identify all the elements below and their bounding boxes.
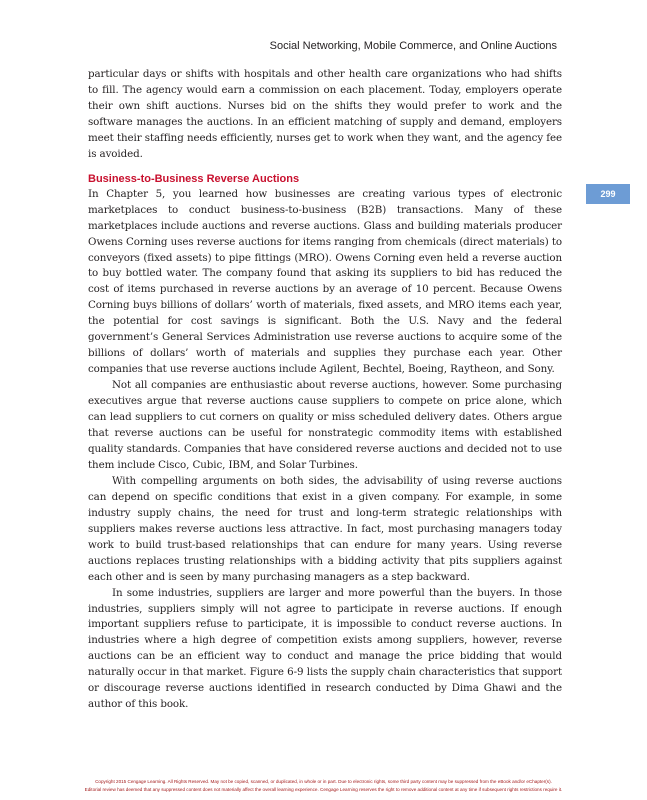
copyright-footer <box>0 778 647 794</box>
copyright-line-1: Copyright 2015 Cengage Learning. All Rights Reserved. May not be copied, scanned, or duplicated, in whole or in part. Due to electronic rights, some third party content may be suppressed from the eBook and/or eChapter(s). <box>95 779 552 784</box>
paragraph-2: Not all companies are enthusiastic about reverse auctions, however. Some purchasing executives argue that reverse auctions cause suppliers to compete on price alone, which can lead suppliers to cut corners on quality or miss scheduled delivery dates. Others argue that reverse auctions can be useful for nonstrategic commodity items with established quality standards. Companies that have considered reverse auctions and decided not to use them include Cisco, Cubic, IBM, and Solar Turbines. <box>88 379 562 471</box>
paragraph-continued: particular days or shifts with hospitals and other health care organizations who had shifts to fill. The agency would earn a commission on each placement. Today, employers operate their own shift auctions. Nurses bid on the shifts they would prefer to work and the software manages the auctions. In an efficient matching of supply and demand, employers meet their staffing needs efficiently, nurses get to work when they want, and the agency fee is avoided. <box>88 68 562 160</box>
copyright-line-2: Editorial review has deemed that any suppressed content does not materially affect the overall learning experience. Cengage Learning reserves the right to remove additional content at any time if subsequent rights restrictions require it. <box>84 787 563 792</box>
paragraph-4: In some industries, suppliers are larger and more powerful than the buyers. In those industries, suppliers simply will not agree to participate in reverse auctions. If enough important suppliers refuse to participate, it is impossible to conduct reverse auctions. In industries where a high degree of competition exists among suppliers, however, reverse auctions can be an efficient way to conduct and manage the price bidding that would naturally occur in that market. Figure 6-9 lists the supply chain characteristics that support or discourage reverse auctions identified in research conducted by Dima Ghawi and the author of this book. <box>88 586 562 711</box>
section-heading: Business-to-Business Reverse Auctions <box>88 172 300 185</box>
body-text <box>88 67 562 713</box>
running-header: Social Networking, Mobile Commerce, and Online Auctions <box>269 40 557 52</box>
paragraph-3: With compelling arguments on both sides, the advisability of using reverse auctions can depend on specific conditions that exist in a given company. For example, in some industry supply chains, the need for trust and long-term strategic relationships with suppliers makes reverse auctions less attractive. In fact, most purchasing managers today work to build trust-based relationships that can endure for many years. Using reverse auctions replaces trusting relationships with a bidding activity that pits suppliers against each other and is seen by many purchasing managers as a step backward. <box>88 474 562 583</box>
page-number-tab: 299 <box>586 184 630 204</box>
paragraph-1: In Chapter 5, you learned how businesses are creating various types of electronic marketplaces to conduct business-to-business (B2B) transactions. Many of these marketplaces include auctions and reverse auctions. Glass and building materials producer Owens Corning uses reverse auctions for items ranging from chemicals (direct materials) to conveyors (fixed assets) to pipe fittings (MRO). Owens Corning even held a reverse auction to buy bottled water. The company found that asking its suppliers to bid has reduced the cost of items purchased in reverse auctions by an average of 10 percent. Because Owens Corning buys billions of dollars’ worth of materials, fixed assets, and MRO items each year, the potential for cost savings is significant. Both the U.S. Navy and the federal government’s General Services Administration use reverse auctions to acquire some of the billions of dollars’ worth of materials and supplies they purchase each year. Other companies that use reverse auctions include Agilent, Bechtel, Boeing, Raytheon, and Sony. <box>88 187 562 376</box>
